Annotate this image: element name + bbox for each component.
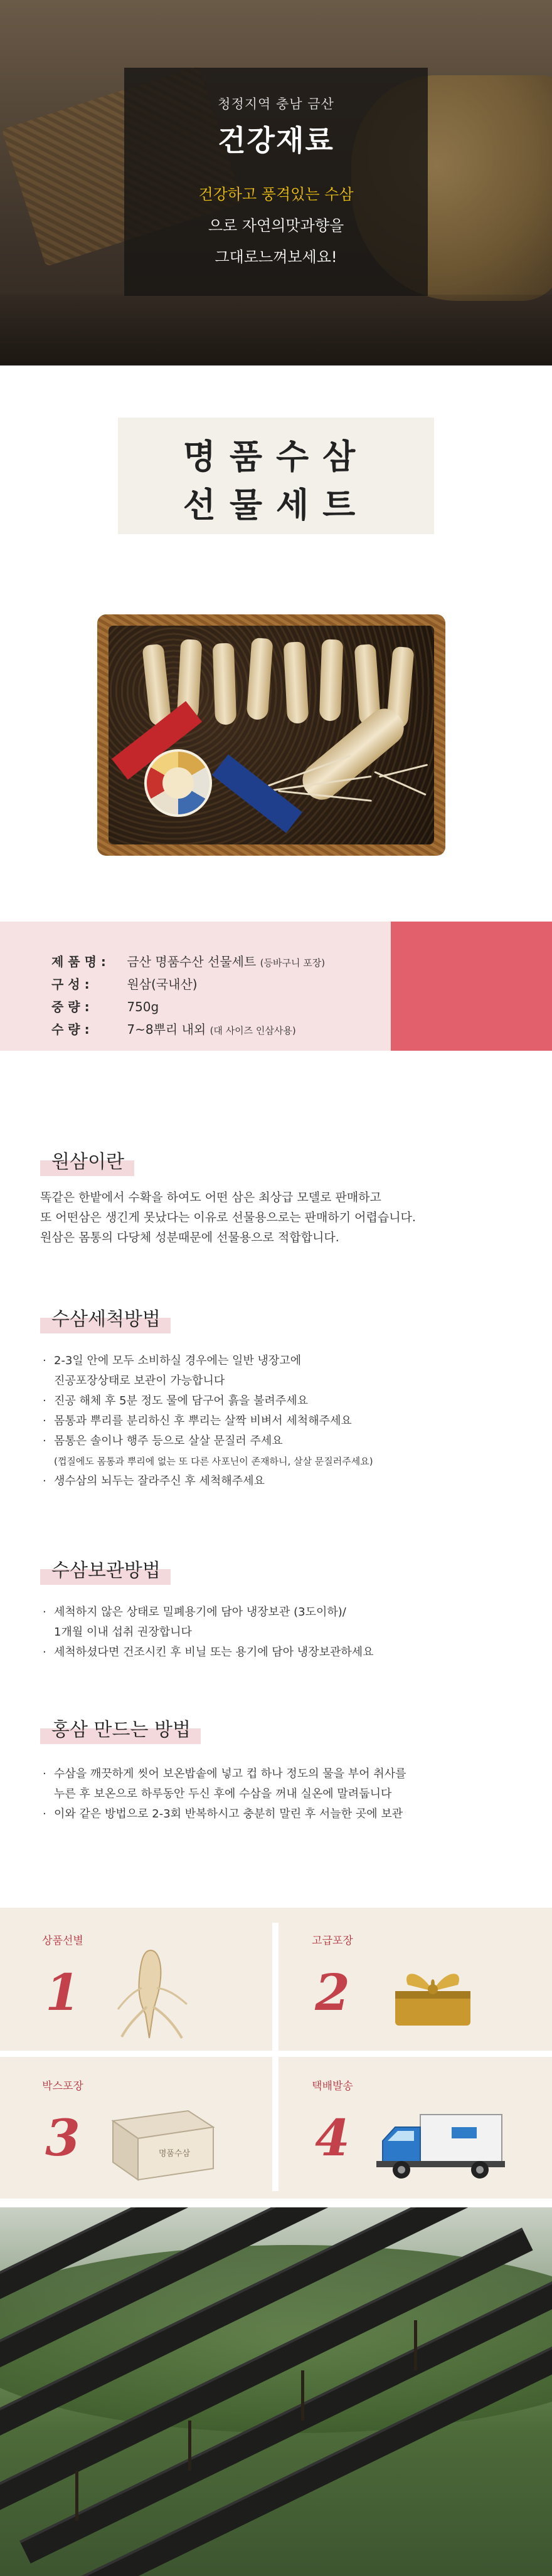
spec-accent-block — [391, 922, 552, 1051]
product-spec — [0, 922, 552, 1051]
step-number: 3 — [45, 2108, 80, 2167]
list-item: · 2-3일 안에 모두 소비하실 경우에는 일반 냉장고에 — [40, 1351, 536, 1371]
wash-steps-list — [40, 1351, 536, 1491]
section-title-storage: 수삼보관방법 — [40, 1550, 171, 1585]
hero-banner — [0, 0, 552, 365]
box-icon — [107, 2102, 220, 2184]
box-label: 명품수삼 — [158, 2149, 191, 2158]
red-ginseng-steps-list — [40, 1764, 536, 1824]
spec-row-quantity: 수 량 : 7~8뿌리 내외 (대 사이즈 인삼사용) — [51, 1022, 296, 1037]
gift-wrap-icon — [383, 1957, 483, 2032]
spec-row-weight: 중 량 : 750g — [51, 999, 159, 1014]
list-item: · 생수삼의 뇌두는 잘라주신 후 세척해주세요 — [40, 1471, 536, 1491]
product-name-box — [118, 418, 434, 534]
step-1 — [25, 1932, 282, 2057]
step-number: 2 — [315, 1963, 350, 2022]
ginseng-root — [319, 639, 344, 721]
step-3 — [25, 2077, 282, 2202]
storage-steps-list — [40, 1602, 536, 1663]
step-4 — [295, 2077, 552, 2202]
product-name-line-2: 선물세트 — [183, 485, 369, 525]
hero-line-2: 으로 자연의맛과향을 — [208, 217, 344, 234]
spec-row-composition: 구 성 : 원삼(국내산) — [51, 977, 198, 992]
step-number: 1 — [45, 1963, 80, 2022]
ginseng-root — [213, 643, 237, 725]
list-item: 진공포장상태로 보관이 가능합니다 — [54, 1374, 225, 1387]
hero-title: 건강재료 — [218, 124, 334, 157]
list-item: · 세척하셨다면 건조시킨 후 비닐 또는 용기에 담아 냉장보관하세요 — [40, 1643, 536, 1663]
hero-line-3: 그대로느껴보세요! — [215, 248, 337, 266]
hero-line-1: 건강하고 풍격있는 수삼 — [198, 186, 354, 203]
section-title-about: 원삼이란 — [40, 1141, 134, 1176]
step-label: 고급포장 — [312, 1935, 353, 1947]
list-item: · 진공 해체 후 5분 정도 물에 담구어 흙을 불려주세요 — [40, 1391, 536, 1411]
step-label: 상품선별 — [42, 1935, 83, 1947]
step-label: 박스포장 — [42, 2080, 83, 2093]
process-steps — [0, 1908, 552, 2199]
list-item: · 수삼을 깨끗하게 씻어 보온밥솥에 넣고 컵 하나 정도의 물을 부어 취사를 — [40, 1764, 536, 1784]
about-paragraph: 똑같은 한밭에서 수확을 하여도 어떤 삼은 최상급 모델로 판매하고 또 어떤삼은 생긴게 못났다는 이유로 선물용으로는 판매하기 어렵습니다. 원삼은 몸통의 다당체 성분때문에 선물용으로 적합합니다. — [40, 1191, 416, 1244]
spec-row-name: 제 품 명 : 금산 명품수산 선물세트 (등바구니 포장) — [51, 954, 326, 969]
step-label: 택배발송 — [312, 2080, 353, 2093]
list-item: (껍질에도 몸통과 뿌리에 없는 또 다른 사포닌이 존재하니, 살살 문질러주세요) — [54, 1456, 373, 1467]
hero-subtitle: 청정지역 충남 금산 — [218, 97, 334, 112]
ginseng-icon — [113, 1944, 194, 2044]
list-item: · 세척하지 않은 상태로 밀폐용기에 담아 냉장보관 (3도이하)/ — [40, 1602, 536, 1622]
list-item: · 몸통은 솔이나 행주 등으로 살살 문질러 주세요 — [40, 1431, 536, 1451]
truck-icon — [376, 2102, 508, 2184]
section-title-wash: 수삼세척방법 — [40, 1298, 171, 1333]
ginseng-gift-tray-image — [97, 614, 445, 856]
ginseng-farm-photo — [0, 2207, 552, 2576]
list-item: · 몸통과 뿌리를 분리하신 후 뿌리는 살짝 비벼서 세척해주세요 — [40, 1411, 536, 1431]
list-item: 1개월 이내 섭취 권장합니다 — [54, 1626, 192, 1639]
section-title-red-ginseng: 홍삼 만드는 방법 — [40, 1709, 201, 1744]
list-item: · 이와 같은 방법으로 2-3회 반복하시고 충분히 말린 후 서늘한 곳에 보관 — [40, 1804, 536, 1824]
step-2 — [295, 1932, 552, 2057]
step-number: 4 — [315, 2108, 350, 2167]
product-name-line-1: 명품수삼 — [183, 436, 369, 476]
ginseng-root — [284, 641, 309, 724]
list-item: 누른 후 보온으로 하루동안 두신 후에 수삼을 꺼내 실온에 말려둡니다 — [54, 1787, 392, 1801]
